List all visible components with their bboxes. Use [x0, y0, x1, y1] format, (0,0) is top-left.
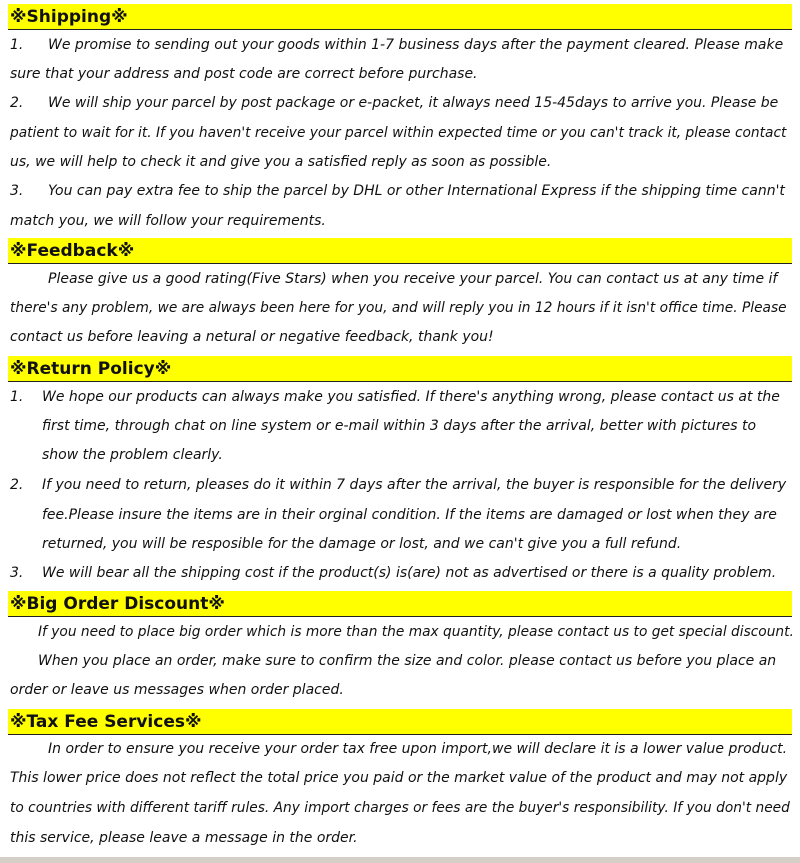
return-policy-title: ※Return Policy※: [10, 359, 172, 379]
shipping-item-2-line-1: We will ship your parcel by post package or e-packet, it always need 15-45days to arrive you. Please be: [48, 95, 779, 111]
big-order-header: [8, 591, 792, 617]
tax-fee-header: [8, 709, 792, 735]
return-item-3-line-1: We will bear all the shipping cost if the product(s) is(are) not as advertised or there is a quality problem.: [42, 565, 777, 581]
shipping-item-3-number: 3.: [10, 183, 24, 199]
return-item-2-number: 2.: [10, 477, 24, 493]
feedback-header: [8, 238, 792, 264]
bottom-bar: [0, 857, 800, 863]
return-item-2-line-3: returned, you will be resposible for the damage or lost, and we can't give you a full refund.: [42, 536, 682, 552]
shipping-title: ※Shipping※: [10, 7, 128, 27]
return-item-1-number: 1.: [10, 389, 24, 405]
tax-fee-line-4: this service, please leave a message in the order.: [10, 830, 358, 846]
big-order-line-1: If you need to place big order which is more than the max quantity, please contact us to get special discount.: [38, 624, 794, 640]
shipping-header: [8, 4, 792, 30]
shipping-item-3-line-2: match you, we will follow your requirements.: [10, 213, 326, 229]
shipping-item-2-number: 2.: [10, 95, 24, 111]
feedback-title: ※Feedback※: [10, 241, 135, 261]
return-item-2-line-1: If you need to return, pleases do it within 7 days after the arrival, the buyer is responsible for the delivery: [42, 477, 787, 493]
return-item-1-line-3: show the problem clearly.: [42, 447, 223, 463]
shipping-item-1-number: 1.: [10, 37, 24, 53]
tax-fee-line-1: In order to ensure you receive your order tax free upon import,we will declare it is a lower value product.: [48, 741, 788, 757]
return-item-1-line-1: We hope our products can always make you satisfied. If there's anything wrong, please contact us at the: [42, 389, 780, 405]
feedback-line-3: contact us before leaving a netural or negative feedback, thank you!: [10, 329, 494, 345]
tax-fee-title: ※Tax Fee Services※: [10, 712, 202, 732]
shipping-item-1-line-2: sure that your address and post code are correct before purchase.: [10, 66, 478, 82]
feedback-line-2: there's any problem, we are always been here for you, and will reply you in 12 hours if it isn't office time. Please: [10, 300, 787, 316]
return-policy-header: [8, 356, 792, 382]
feedback-line-1: Please give us a good rating(Five Stars) when you receive your parcel. You can contact us at any time if: [48, 271, 778, 287]
big-order-line-2: When you place an order, make sure to confirm the size and color. please contact us before you place an: [38, 653, 777, 669]
tax-fee-line-3: to countries with different tariff rules. Any import charges or fees are the buyer's responsibility. If you don't need: [10, 800, 790, 816]
big-order-title: ※Big Order Discount※: [10, 594, 225, 614]
return-item-3-number: 3.: [10, 565, 24, 581]
return-item-1-line-2: first time, through chat on line system or e-mail within 3 days after the arrival, better with pictures to: [42, 418, 757, 434]
return-item-2-line-2: fee.Please insure the items are in their orginal condition. If the items are damaged or lost when they are: [42, 507, 777, 523]
big-order-line-3: order or leave us messages when order placed.: [10, 682, 344, 698]
shipping-item-2-line-2: patient to wait for it. If you haven't receive your parcel within expected time or you can't track it, please contact: [10, 125, 787, 141]
shipping-item-1-line-1: We promise to sending out your goods within 1-7 business days after the payment cleared. Please make: [48, 37, 784, 53]
tax-fee-line-2: This lower price does not reflect the total price you paid or the market value of the product and may not apply: [10, 770, 788, 786]
shipping-item-2-line-3: us, we will help to check it and give you a satisfied reply as soon as possible.: [10, 154, 552, 170]
shipping-item-3-line-1: You can pay extra fee to ship the parcel by DHL or other International Express if the shipping time cann't: [48, 183, 785, 199]
